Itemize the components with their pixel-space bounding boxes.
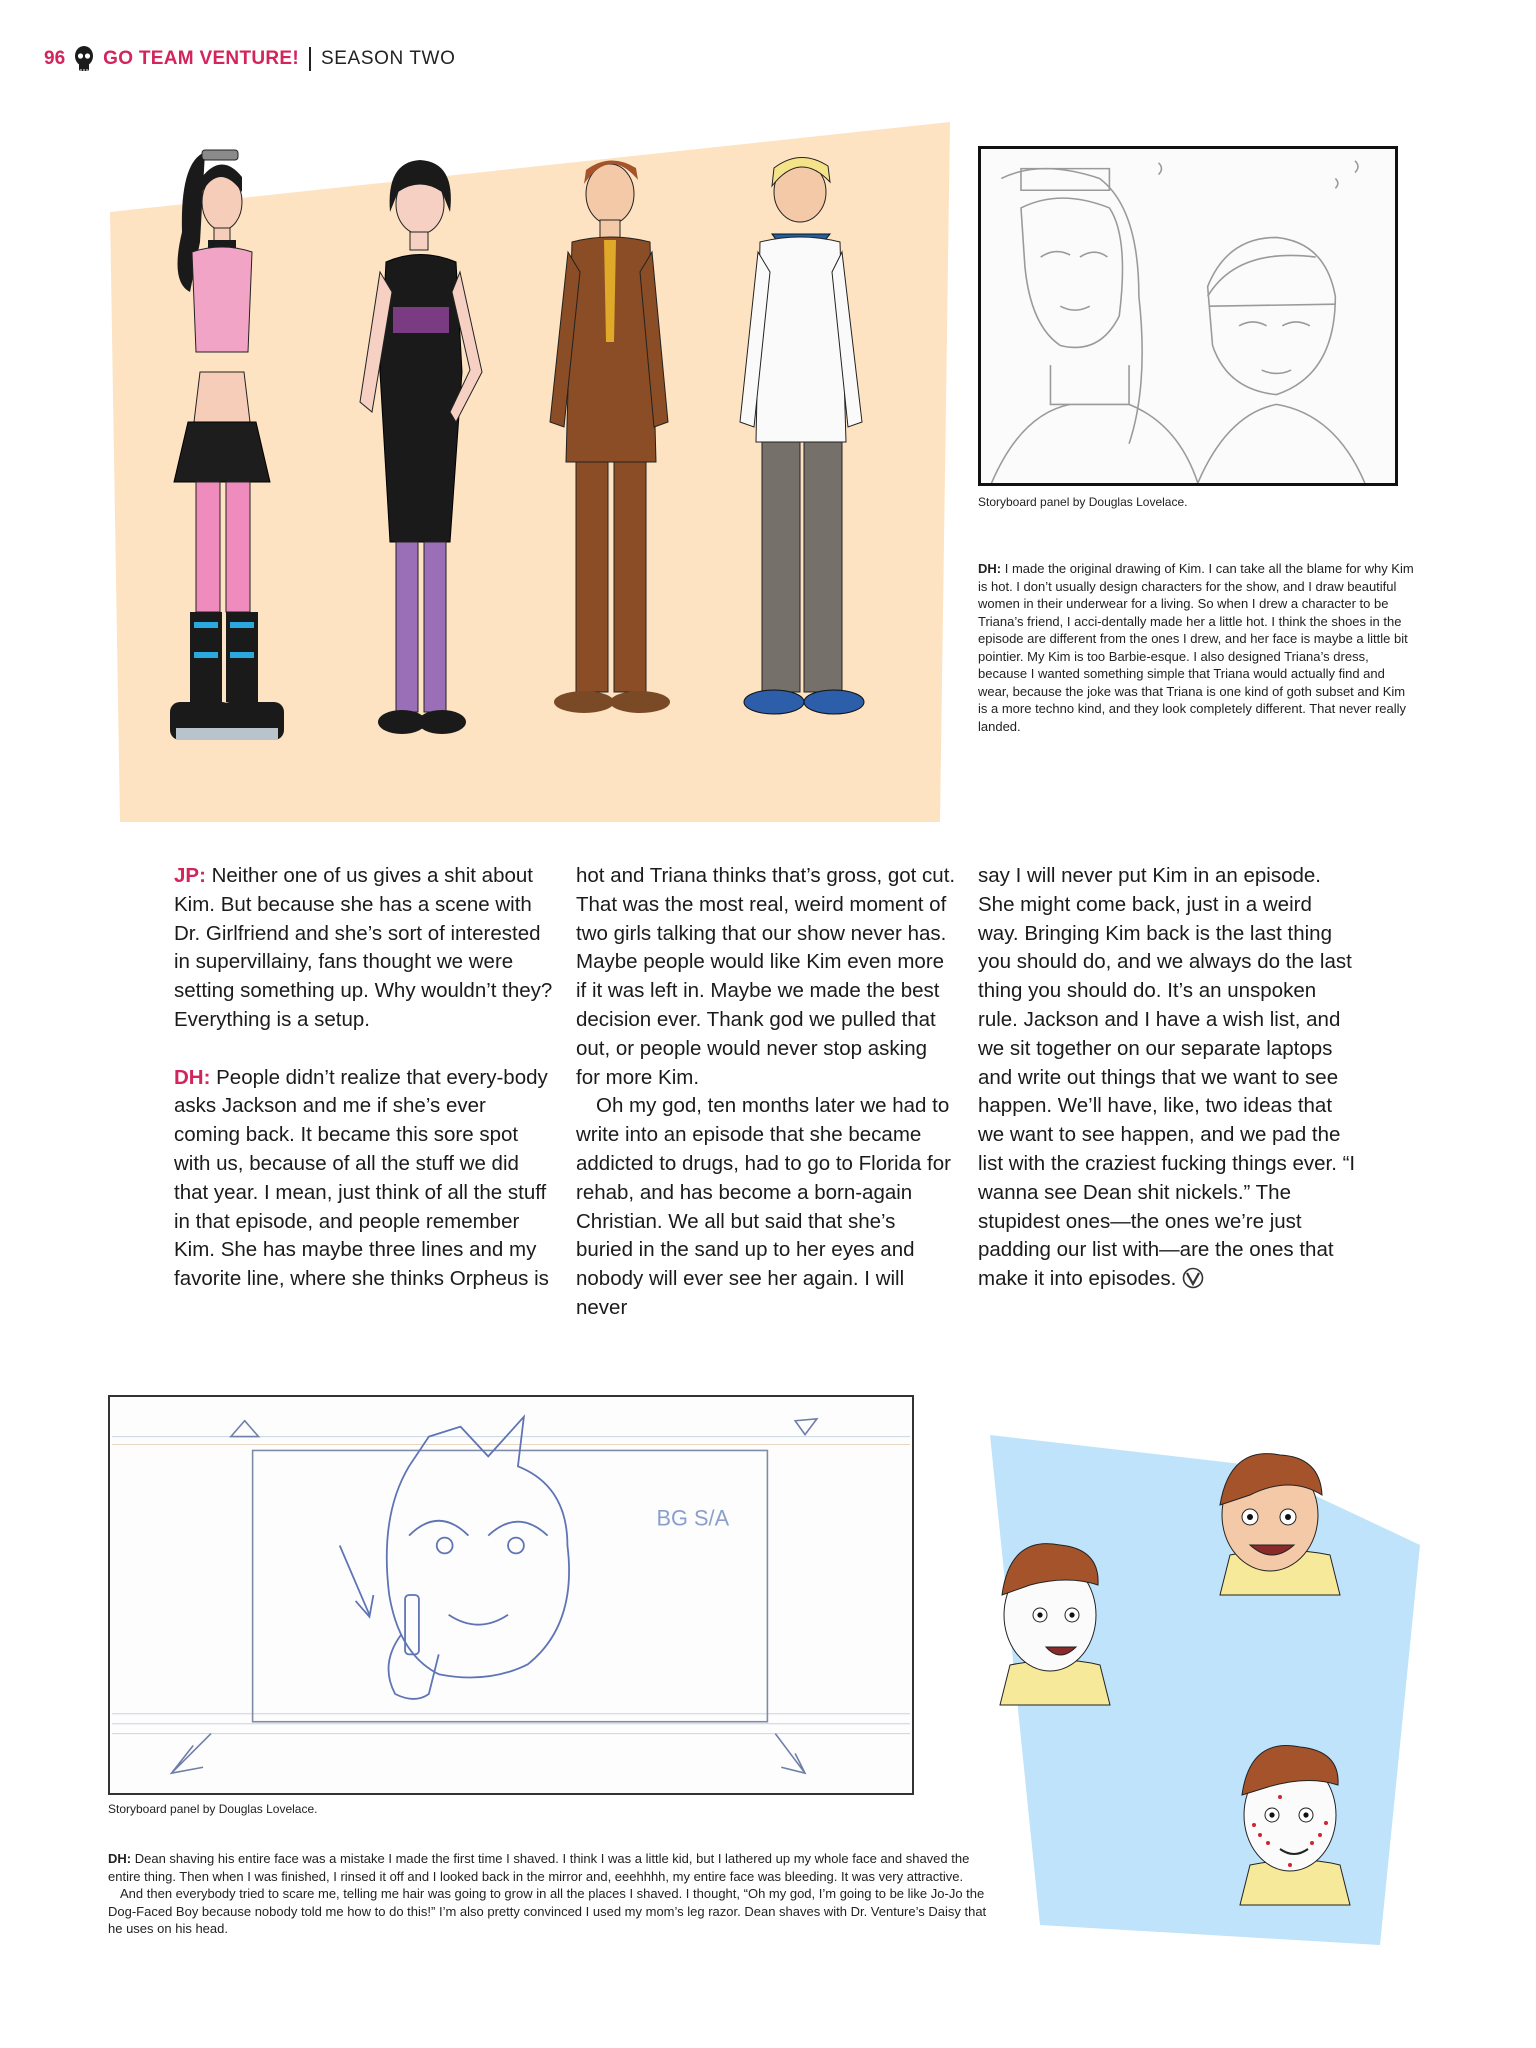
sketch-goggles [1021, 169, 1109, 191]
col3-paragraph [978, 862, 1358, 1294]
note-bottom-text-1: Dean shaving his entire face was a mistake I made the first time I shaved. I think I was a little kid, but I lathered up my whole face and shaved the entire thing. Then when I was finished, I rinsed it off and I looked back in the mirror and, eeehhhh, my entire face was bleeding. It was very attractive. [108, 1851, 970, 1884]
body-column-3 [978, 862, 1358, 1294]
paragraph-gap [174, 1035, 554, 1064]
note-top-paragraph [978, 560, 1418, 735]
storyboard-panel-dean-shaving [108, 1395, 914, 1795]
sidebar-note-top [978, 560, 1418, 735]
sketch-collar [1050, 365, 1129, 404]
sketch-shoulders-right [1198, 404, 1365, 483]
sketch-face-left [1021, 198, 1123, 347]
page-number: 96 [44, 48, 66, 69]
sketch-face-right [1208, 237, 1336, 394]
sketch-dean-eye-left [437, 1538, 453, 1554]
dean-shaving-heads-illustration [950, 1425, 1430, 1945]
jp-text: Neither one of us gives a shit about Kim. But because she has a scene with Dr. Girlfriend and she’s sort of interested in supervillainy, fans thought we were setting something up. Why wouldn’t they? Everything is a setup. [174, 864, 553, 1031]
storyboard-panel-kim-triana [978, 146, 1398, 486]
sketch-annotation: BG S/A [656, 1505, 730, 1531]
sketch-hand [389, 1635, 439, 1699]
sketch-arrow-tl [231, 1421, 259, 1437]
note-bottom-speaker: DH: [108, 1851, 132, 1866]
jp-paragraph [174, 862, 554, 1035]
sketch-arrow-tr [795, 1419, 817, 1435]
col3-text: say I will never put Kim in an episode. She might come back, just in a weird way. Bringing Kim back is the last thing you should do, and we always do the last thing you should do. It’s an unspoken rule. Jackson and I have a wish list, and we sit together on our separate laptops and write out things that we want to see happen. We’ll have, like, two ideas that we want to see happen, and we pad the list with the craziest fucking things ever. “I wanna see Dean shit nickels.” The stupidest ones—the ones we’re just padding our list with—are the ones that make it into episodes. [978, 864, 1356, 1291]
section-title: SEASON TWO [321, 48, 456, 69]
sketch-motion-arrow [340, 1546, 374, 1617]
note-bottom-paragraph-1 [108, 1850, 988, 1885]
dean-head-lathered [1000, 1544, 1110, 1705]
sketch-shoulders [992, 404, 1198, 483]
dh-text: People didn’t realize that every-body asks Jackson and me if she’s ever coming back. It became this sore spot with us, because of all the stuff we did that year. I mean, just think of all the stuff in that episode, and people remember Kim. She has maybe three lines and my favorite line, where she thinks Orpheus is [174, 1065, 549, 1291]
col2-paragraph-2: Oh my god, ten months later we had to write into an episode that she became addicted to drugs, had to go to Florida for rehab, and has become a born-again Christian. We all but said that she’s buried in the sand up to her eyes and nobody will ever see her again. I will never [576, 1094, 951, 1319]
sketch-frame [253, 1450, 768, 1721]
sketch-dean-brows [409, 1521, 548, 1536]
sketch-arrow-bl [171, 1734, 211, 1774]
sketch-arrow-br [775, 1734, 805, 1774]
speaker-jp: JP: [174, 864, 206, 887]
running-header [44, 44, 455, 74]
sketch-mouth-left [1060, 306, 1089, 310]
body-column-2 [576, 862, 956, 1323]
sketch-dean-eye-right [508, 1538, 524, 1554]
sketch-marks [1159, 161, 1358, 189]
caption-storyboard-top: Storyboard panel by Douglas Lovelace. [978, 495, 1188, 509]
caption-storyboard-bottom: Storyboard panel by Douglas Lovelace. [108, 1802, 318, 1816]
skull-icon [73, 45, 95, 73]
sketch-bangs [1208, 255, 1336, 306]
sketch-dean-mouth [449, 1615, 508, 1625]
sketch-eyes-right [1239, 322, 1310, 326]
note-bottom-paragraph-2: And then everybody tried to scare me, telling me hair was going to grow in all the places I shaved. I thought, “Oh my god, I’m going to be like Jo-Jo the Dog-Faced Boy because nobody told me how to do this!” I’m also pretty convinced I used my mom’s leg razor. Dean shaves with Dr. Venture’s Daisy that he uses on his head. [108, 1886, 987, 1936]
sidebar-note-bottom [108, 1850, 988, 1938]
dean-head-bleeding [1240, 1746, 1350, 1905]
speaker-dh: DH: [174, 1065, 211, 1089]
series-title: GO TEAM VENTURE! [103, 48, 299, 69]
col2-paragraph-1: hot and Triana thinks that’s gross, got cut. That was the most real, weird moment of two girls talking that our show never has. Maybe people would like Kim even more if it was left in. Maybe we made the best decision ever. Thank god we pulled that out, or people would never stop asking for more Kim. [576, 864, 956, 1089]
sketch-eyes-left [1041, 252, 1108, 257]
dh-paragraph [174, 1064, 554, 1294]
header-divider [309, 47, 311, 71]
sketch-dean-head [387, 1417, 569, 1678]
note-top-speaker: DH: [978, 561, 1002, 576]
venture-v-logo-icon [1182, 1267, 1204, 1289]
sketch-mouth-right [1262, 370, 1291, 373]
note-top-text: I made the original drawing of Kim. I can take all the blame for why Kim is hot. I don’t usually design characters for the show, and I draw beautiful women in their underwear for a living. So when I drew a character to be Triana’s friend, I acci-dentally made her a little hot. I think the shoes in the episode are different from the ones I drew, and her face is maybe a little bit pointier. My Kim is too Barbie-esque. I also designed Triana’s dress, because I wanted something simple that Triana would actually find and wear, because the joke was that Triana is one kind of goth subset and Kim is a more techno kind, and they look completely different. That never really landed. [978, 561, 1414, 734]
body-column-1 [174, 862, 554, 1294]
character-lineup-illustration [110, 122, 950, 822]
